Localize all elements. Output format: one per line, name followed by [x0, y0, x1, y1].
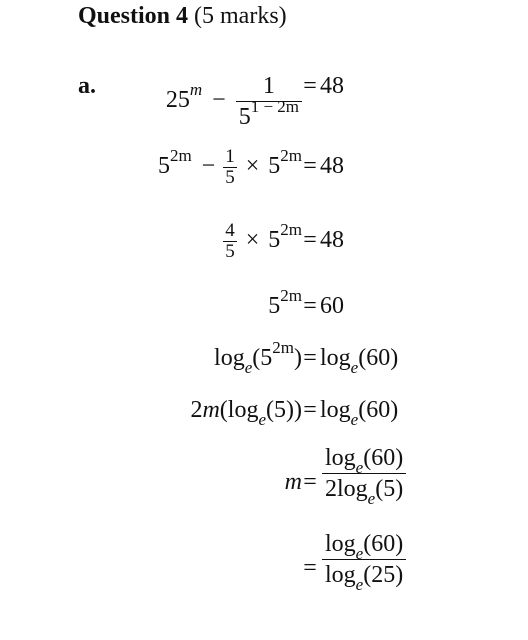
fraction-denominator	[322, 561, 406, 594]
equals-sign: =	[303, 153, 317, 179]
term-5: 5	[268, 153, 281, 180]
fraction-1-over-5-power	[236, 72, 302, 131]
exponent-2m: 2m	[272, 338, 294, 357]
line-1-rhs: 48	[320, 73, 344, 99]
log-argument: (60)	[363, 445, 404, 471]
log-argument: (60)	[358, 345, 399, 371]
exponent-m: m	[189, 80, 203, 100]
log-base-e: e	[350, 358, 359, 377]
equals-sign: =	[303, 73, 317, 99]
equals-sign: =	[303, 555, 317, 581]
log-function: log	[325, 445, 356, 471]
fraction-log60-over-log25	[322, 530, 406, 594]
log-base-e: e	[244, 358, 253, 377]
log-function: log	[214, 345, 245, 371]
log-base-e: e	[355, 544, 364, 563]
line-2-lhs	[158, 148, 302, 187]
line-3-rhs: 48	[320, 227, 344, 253]
line-1-lhs	[166, 72, 302, 131]
exponent-2m: 2m	[280, 220, 302, 240]
minus-sign: −	[212, 87, 226, 114]
log-argument: (5))	[266, 397, 302, 423]
log-function: log	[320, 345, 351, 371]
fraction-numerator: 1	[262, 73, 275, 99]
fraction-4-over-5	[223, 222, 237, 261]
line-5-rhs	[320, 344, 399, 377]
line-3-lhs	[223, 222, 302, 261]
log-argument: (25)	[363, 562, 404, 588]
line-8-rhs	[322, 530, 406, 594]
term-5: 5	[157, 153, 170, 180]
log-base-e: e	[367, 489, 376, 508]
question-title: Question 4	[78, 3, 189, 29]
log-function: (log	[219, 397, 259, 423]
log-function: log	[325, 531, 356, 557]
denominator-base: 5	[238, 104, 251, 130]
exponent-2m: 2m	[280, 146, 302, 166]
part-label: a.	[78, 73, 96, 99]
term-5: 5	[268, 293, 281, 319]
fraction-numerator: 1	[225, 146, 235, 167]
log-function: 2log	[325, 476, 368, 502]
fraction-denominator	[236, 97, 302, 131]
equals-sign: =	[303, 469, 317, 495]
line-2-rhs: 48	[320, 153, 344, 179]
question-heading	[78, 2, 287, 30]
equals-sign: =	[303, 227, 317, 253]
line-4-rhs: 60	[320, 293, 344, 319]
times-sign: ×	[245, 227, 260, 254]
line-6-rhs	[320, 396, 399, 429]
fraction-log60-over-2log5	[322, 444, 406, 508]
log-function: log	[320, 397, 351, 423]
log-argument: (60)	[363, 531, 404, 557]
log-argument: (5)	[375, 476, 404, 502]
fraction-1-over-5	[223, 148, 237, 187]
fraction-denominator: 5	[225, 167, 235, 188]
log-base-e: e	[350, 410, 359, 429]
fraction-bar	[322, 473, 406, 474]
log-argument-close: )	[294, 345, 302, 371]
fraction-numerator	[322, 444, 406, 477]
exponent-2m: 2m	[280, 286, 302, 305]
line-4-lhs	[268, 286, 302, 320]
log-base-e: e	[355, 458, 364, 477]
line-5-lhs	[214, 338, 302, 377]
fraction-denominator: 5	[225, 241, 235, 262]
log-base-e: e	[355, 575, 364, 594]
variable-m: m	[202, 397, 220, 423]
equals-sign: =	[303, 397, 317, 423]
equals-sign: =	[303, 293, 317, 319]
term-25: 25	[165, 87, 190, 114]
fraction-denominator	[322, 475, 406, 508]
variable-m: m	[284, 469, 302, 495]
term-5: 5	[268, 227, 281, 254]
fraction-numerator: 4	[225, 220, 235, 241]
exponent-2m: 2m	[169, 146, 192, 166]
question-marks: (5 marks)	[194, 3, 287, 29]
denominator-exponent: 1 − 2m	[250, 97, 299, 116]
log-argument: (60)	[358, 397, 399, 423]
fraction-bar	[322, 559, 406, 560]
log-base-e: e	[258, 410, 267, 429]
log-function: log	[325, 562, 356, 588]
coefficient-2: 2	[190, 397, 203, 423]
fraction-numerator	[322, 530, 406, 563]
line-7-rhs	[322, 444, 406, 508]
equals-sign: =	[303, 345, 317, 371]
log-argument-open: (5	[252, 345, 273, 371]
minus-sign: −	[201, 153, 216, 180]
times-sign: ×	[245, 153, 260, 180]
line-6-lhs	[190, 396, 302, 429]
